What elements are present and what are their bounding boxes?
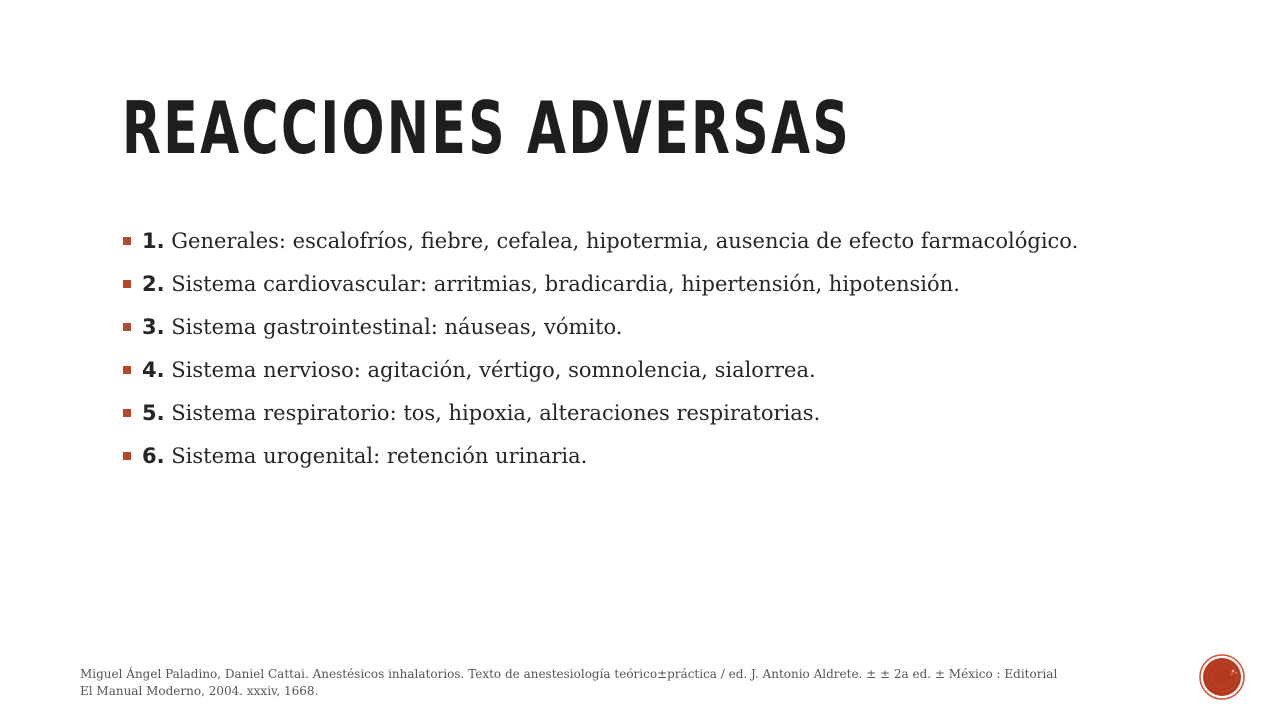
bullet-item	[120, 271, 1080, 297]
circular-logo-icon	[1199, 654, 1245, 700]
bullet-text: Sistema gastrointestinal: náuseas, vómito.	[164, 315, 623, 339]
bullet-text: Generales: escalofríos, fiebre, cefalea, hipotermia, ausencia de efecto farmacológico.	[164, 229, 1079, 253]
bullet-text: Sistema urogenital: retención urinaria.	[164, 444, 588, 468]
bullet-number: 5.	[142, 401, 165, 425]
square-bullet-icon	[123, 323, 131, 331]
bullet-number: 4.	[142, 358, 165, 382]
bullet-number: 6.	[142, 444, 165, 468]
square-bullet-icon	[123, 280, 131, 288]
bullet-item	[120, 357, 1080, 383]
bullet-number: 2.	[142, 272, 165, 296]
square-bullet-icon	[123, 237, 131, 245]
square-bullet-icon	[123, 366, 131, 374]
citation: Miguel Ángel Paladino, Daniel Cattai. Anestésicos inhalatorios. Texto de anestesiología teórico±práctica / ed. J. Antonio Aldrete. ± ± 2a ed. ± México : Editorial El Manual Moderno, 2004. xxxiv, 1668.	[80, 667, 1058, 698]
bullet-item	[120, 228, 1080, 254]
bullet-number: 3.	[142, 315, 165, 339]
bullet-item	[120, 400, 1080, 426]
bullet-list	[120, 228, 1080, 486]
bullet-text: Sistema respiratorio: tos, hipoxia, alteraciones respiratorias.	[164, 401, 821, 425]
slide-title: REACCIONES ADVERSAS	[122, 86, 852, 170]
bullet-text: Sistema cardiovascular: arritmias, bradicardia, hipertensión, hipotensión.	[164, 272, 960, 296]
bullet-item	[120, 314, 1080, 340]
bullet-text: Sistema nervioso: agitación, vértigo, somnolencia, sialorrea.	[164, 358, 816, 382]
square-bullet-icon	[123, 409, 131, 417]
bullet-number: 1.	[142, 229, 165, 253]
square-bullet-icon	[123, 452, 131, 460]
bullet-item	[120, 443, 1080, 469]
